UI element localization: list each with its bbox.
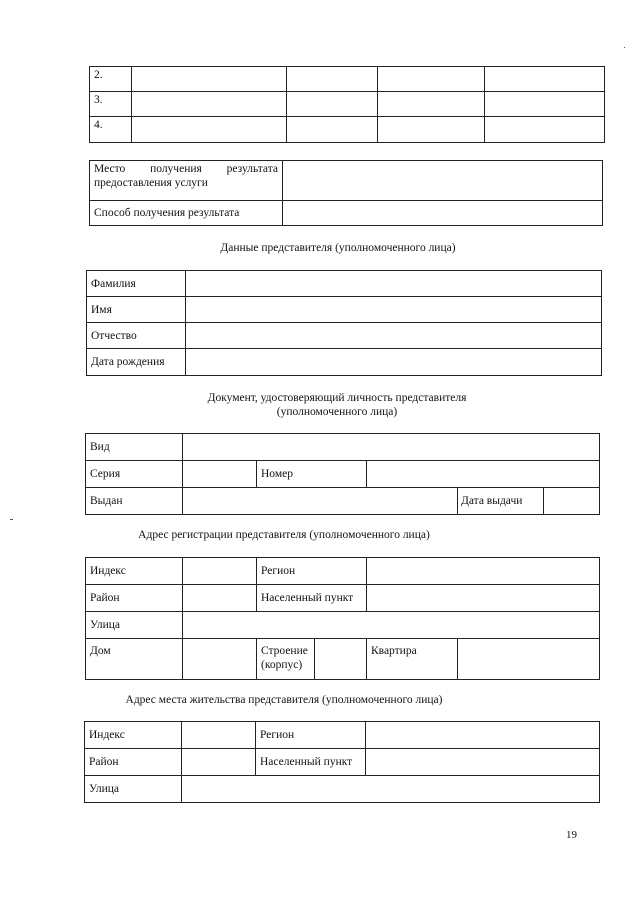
doc-number-field[interactable] <box>367 461 600 488</box>
birth-date-label: Дата рождения <box>87 349 186 376</box>
reg-house-field[interactable] <box>183 639 257 680</box>
doc-issue-date-cell <box>458 488 600 515</box>
participants-table-continued <box>89 66 605 143</box>
reg-building-field[interactable] <box>315 639 367 680</box>
doc-issue-date-field[interactable] <box>544 488 599 514</box>
res-street-label: Улица <box>85 776 182 803</box>
empty-cell[interactable] <box>378 92 485 117</box>
row-number: 3. <box>90 92 132 117</box>
empty-cell[interactable] <box>378 67 485 92</box>
res-locality-field[interactable] <box>366 749 600 776</box>
res-region-field[interactable] <box>366 722 600 749</box>
identity-doc-heading-line1: Документ, удостоверяющий личность представителя <box>207 392 467 404</box>
service-result-table <box>89 160 603 226</box>
identity-doc-table <box>85 433 600 515</box>
reg-house-label: Дом <box>86 639 183 680</box>
reg-street-field[interactable] <box>183 612 600 639</box>
name-field[interactable] <box>186 297 602 323</box>
identity-doc-heading-line2: (уполномоченного лица) <box>276 406 398 418</box>
res-region-label: Регион <box>256 722 366 749</box>
row-number: 2. <box>90 67 132 92</box>
result-place-field[interactable] <box>283 161 603 201</box>
reg-district-label: Район <box>86 585 183 612</box>
res-locality-label: Населенный пункт <box>256 749 366 776</box>
table-row <box>90 67 605 92</box>
result-method-field[interactable] <box>283 201 603 226</box>
scan-mark <box>624 47 625 48</box>
patronymic-label: Отчество <box>87 323 186 349</box>
empty-cell[interactable] <box>485 117 605 143</box>
reg-apartment-label: Квартира <box>367 639 458 680</box>
empty-cell[interactable] <box>132 117 287 143</box>
empty-cell[interactable] <box>485 92 605 117</box>
reg-apartment-field[interactable] <box>458 639 600 680</box>
res-index-field[interactable] <box>182 722 256 749</box>
empty-cell[interactable] <box>287 67 378 92</box>
reg-street-label: Улица <box>86 612 183 639</box>
reg-region-label: Регион <box>257 558 367 585</box>
doc-issued-by-label: Выдан <box>86 488 183 515</box>
representative-heading: Данные представителя (уполномоченного лица) <box>220 242 456 254</box>
doc-series-field[interactable] <box>183 461 257 488</box>
doc-type-label: Вид <box>86 434 183 461</box>
registration-address-table <box>85 557 600 680</box>
empty-cell[interactable] <box>132 92 287 117</box>
empty-cell[interactable] <box>132 67 287 92</box>
table-row <box>90 92 605 117</box>
reg-index-label: Индекс <box>86 558 183 585</box>
page-number: 19 <box>566 829 577 841</box>
reg-index-field[interactable] <box>183 558 257 585</box>
surname-field[interactable] <box>186 271 602 297</box>
res-street-field[interactable] <box>182 776 600 803</box>
empty-cell[interactable] <box>378 117 485 143</box>
name-label: Имя <box>87 297 186 323</box>
empty-cell[interactable] <box>287 117 378 143</box>
scan-mark <box>10 519 13 520</box>
result-method-label: Способ получения результата <box>90 201 283 226</box>
reg-locality-field[interactable] <box>367 585 600 612</box>
res-district-field[interactable] <box>182 749 256 776</box>
representative-table <box>86 270 602 376</box>
res-index-label: Индекс <box>85 722 182 749</box>
birth-date-field[interactable] <box>186 349 602 376</box>
surname-label: Фамилия <box>87 271 186 297</box>
empty-cell[interactable] <box>287 92 378 117</box>
doc-series-label: Серия <box>86 461 183 488</box>
residence-address-table <box>84 721 600 803</box>
residence-address-heading: Адрес места жительства представителя (уполномоченного лица) <box>125 694 443 706</box>
doc-number-label: Номер <box>257 461 367 488</box>
row-number: 4. <box>90 117 132 143</box>
identity-doc-heading <box>86 391 588 419</box>
doc-type-field[interactable] <box>183 434 600 461</box>
table-row <box>90 117 605 143</box>
reg-district-field[interactable] <box>183 585 257 612</box>
doc-issued-by-field[interactable] <box>183 488 458 515</box>
reg-locality-label: Населенный пункт <box>257 585 367 612</box>
reg-building-label: Строение (корпус) <box>257 639 315 680</box>
reg-region-field[interactable] <box>367 558 600 585</box>
registration-address-heading: Адрес регистрации представителя (уполномоченного лица) <box>138 529 430 541</box>
doc-issue-date-label: Дата выдачи <box>458 488 544 514</box>
patronymic-field[interactable] <box>186 323 602 349</box>
result-place-label: Место получения результата предоставления услуги <box>90 161 283 201</box>
res-district-label: Район <box>85 749 182 776</box>
empty-cell[interactable] <box>485 67 605 92</box>
